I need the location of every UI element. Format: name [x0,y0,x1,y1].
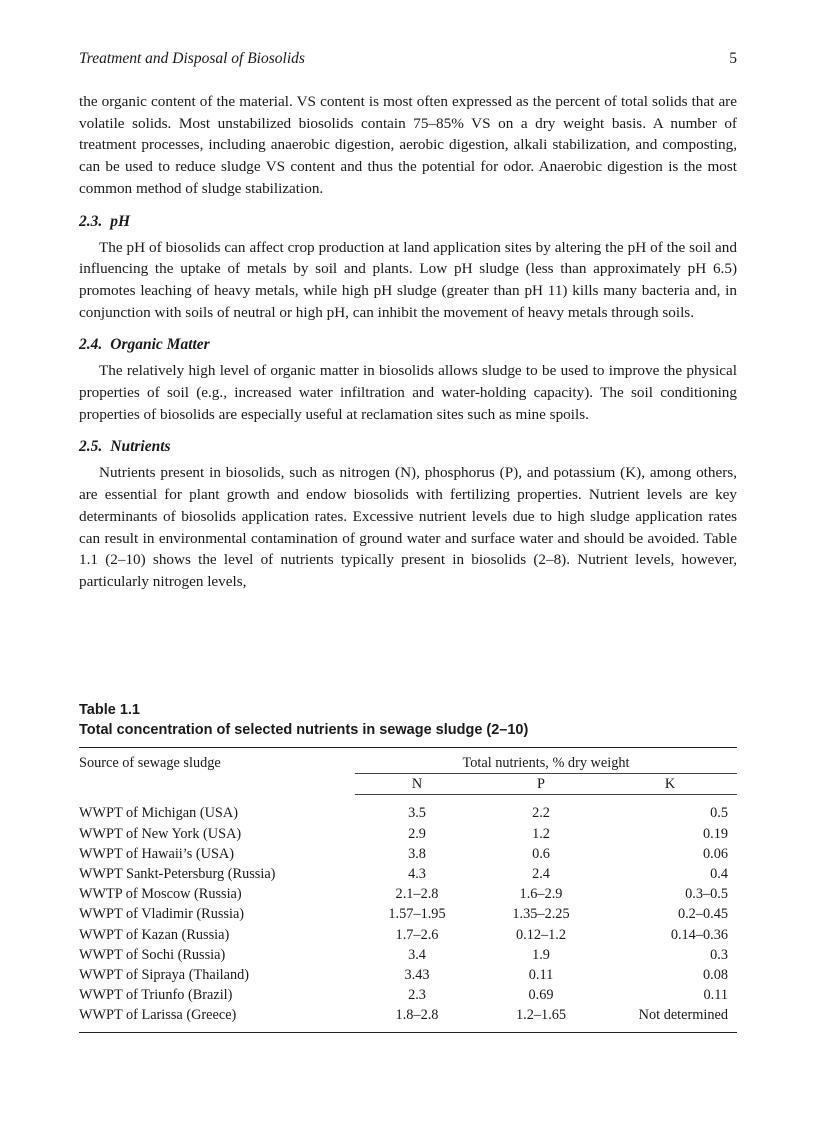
table-caption: Total concentration of selected nutrients in sewage sludge (2–10) [79,722,529,738]
n-value-cell: 1.57–1.95 [388,906,446,923]
nutrients-group-header: Total nutrients, % dry weight [462,755,630,771]
source-cell: WWPT of Larissa (Greece) [79,1007,237,1024]
p-value-cell: 0.6 [532,845,550,862]
source-cell: WWPT Sankt-Petersburg (Russia) [79,866,276,883]
k-value-cell: 0.4 [710,866,728,883]
source-cell: WWPT of Sochi (Russia) [79,946,226,963]
nutrient-table-block [79,700,737,1033]
p-value-cell: 1.35–2.25 [512,906,570,923]
n-value-cell: 1.7–2.6 [395,926,439,943]
p-value-cell: 0.69 [528,987,554,1004]
table-spacer [79,795,737,804]
k-value-cell: 0.3 [710,946,728,963]
p-value-cell: 1.9 [532,946,550,963]
source-cell: WWPT of Sipraya (Thailand) [79,967,250,984]
p-value-cell: 0.11 [528,967,554,984]
k-value-cell: 0.2–0.45 [677,906,728,923]
source-cell: WWPT of Michigan (USA) [79,805,238,822]
table-row [79,965,737,985]
n-value-cell: 2.1–2.8 [395,886,439,903]
table-row [79,824,737,844]
section-number: 2.4. [79,336,103,354]
n-column-header: N [355,774,479,795]
k-value-cell: 0.14–0.36 [670,926,728,943]
p-value-cell: 2.2 [532,805,550,822]
section-heading-ph [79,211,737,232]
table-row [79,1005,737,1025]
page-header [79,50,737,72]
n-value-cell: 2.9 [408,825,426,842]
section-number: 2.5. [79,438,103,456]
table-row [79,925,737,945]
p-value-cell: 0.12–1.2 [515,926,567,943]
section-number: 2.3. [79,212,103,230]
k-column-header: K [603,774,737,795]
section-title: Organic Matter [110,336,210,354]
table-row [79,884,737,904]
table-row [79,945,737,965]
source-cell: WWPT of Hawaii’s (USA) [79,845,234,862]
nutrient-table [79,748,737,1026]
table-bottom-rule [79,1032,737,1033]
source-cell: WWPT of Triunfo (Brazil) [79,987,233,1004]
n-value-cell: 3.4 [408,946,426,963]
source-cell: WWPT of Vladimir (Russia) [79,906,245,923]
p-column-header: P [479,774,603,795]
p-value-cell: 1.2 [532,825,550,842]
table-row [79,864,737,884]
k-value-cell: 0.06 [702,845,728,862]
section-heading-organic-matter [79,334,737,355]
table-row [79,904,737,924]
k-value-cell: 0.5 [710,805,728,822]
p-value-cell: 1.6–2.9 [519,886,563,903]
k-value-cell: 0.3–0.5 [685,886,728,903]
section-paragraph-ph: The pH of biosolids can affect crop production at land application sites by altering the pH of the soil and influencing the uptake of metals by soil and plants. Low pH sludge (less than approximately pH 6.5) promotes leaching of heavy metals, while high pH sludge (greater than pH 11) kills many bacteria and, in conjunction with soils of neutral or high pH, can inhibit the movement of heavy metals through soils. [79,238,737,321]
p-value-cell: 1.2–1.65 [515,1007,567,1024]
table-header-row [79,748,737,774]
k-value-cell: 0.08 [702,967,728,984]
table-label: Table 1.1 [79,702,140,718]
n-value-cell: 1.8–2.8 [395,1007,439,1024]
section-paragraph-organic-matter: The relatively high level of organic matter in biosolids allows sludge to be used to improve the physical properties of soil (e.g., increased water infiltration and water-holding capacity). The soil conditioning properties of biosolids are especially useful at reclamation sites such as mine spoils. [79,362,737,423]
n-value-cell: 3.8 [408,845,426,862]
section-heading-nutrients [79,436,737,457]
table-body [79,795,737,1026]
intro-paragraph: the organic content of the material. VS content is most often expressed as the percent of total solids that are volatile solids. Most unstabilized biosolids contain 75–85% VS on a dry weight basis. A number of treatment processes, including anaerobic digestion, aerobic digestion, alkali stabilization, and composting, can be used to reduce sludge VS content and thus the potential for odor. Anaerobic digestion is the most common method of sludge stabilization. [79,93,737,197]
k-value-cell: 0.19 [702,825,728,842]
n-value-cell: 2.3 [408,987,426,1004]
body-text [79,91,737,593]
source-cell: WWPT of Kazan (Russia) [79,926,230,943]
section-title: Nutrients [110,438,171,456]
k-value-cell: 0.11 [703,987,728,1004]
running-title: Treatment and Disposal of Biosolids [79,50,305,67]
table-row [79,803,737,823]
n-value-cell: 3.5 [408,805,426,822]
n-value-cell: 4.3 [408,866,426,883]
section-title: pH [110,212,131,230]
table-row [79,985,737,1005]
source-cell: WWPT of New York (USA) [79,825,242,842]
k-value-cell: Not determined [638,1007,728,1024]
section-paragraph-nutrients: Nutrients present in biosolids, such as nitrogen (N), phosphorus (P), and potassium (K), among others, are essential for plant growth and endow biosolids with fertilizing properties. Nutrient levels are key determinants of biosolids application rates. Excessive nutrient levels due to high sludge application rates can result in environmental contamination of ground water and surface water and should be avoided. Table 1.1 (2–10) shows the level of nutrients typically present in biosolids (2–8). Nutrient levels, however, particularly nitrogen levels, [79,464,737,590]
source-cell: WWTP of Moscow (Russia) [79,886,242,903]
page-number: 5 [729,50,737,67]
table-row [79,844,737,864]
source-column-header: Source of sewage sludge [79,755,221,771]
p-value-cell: 2.4 [532,866,550,883]
n-value-cell: 3.43 [404,967,430,984]
